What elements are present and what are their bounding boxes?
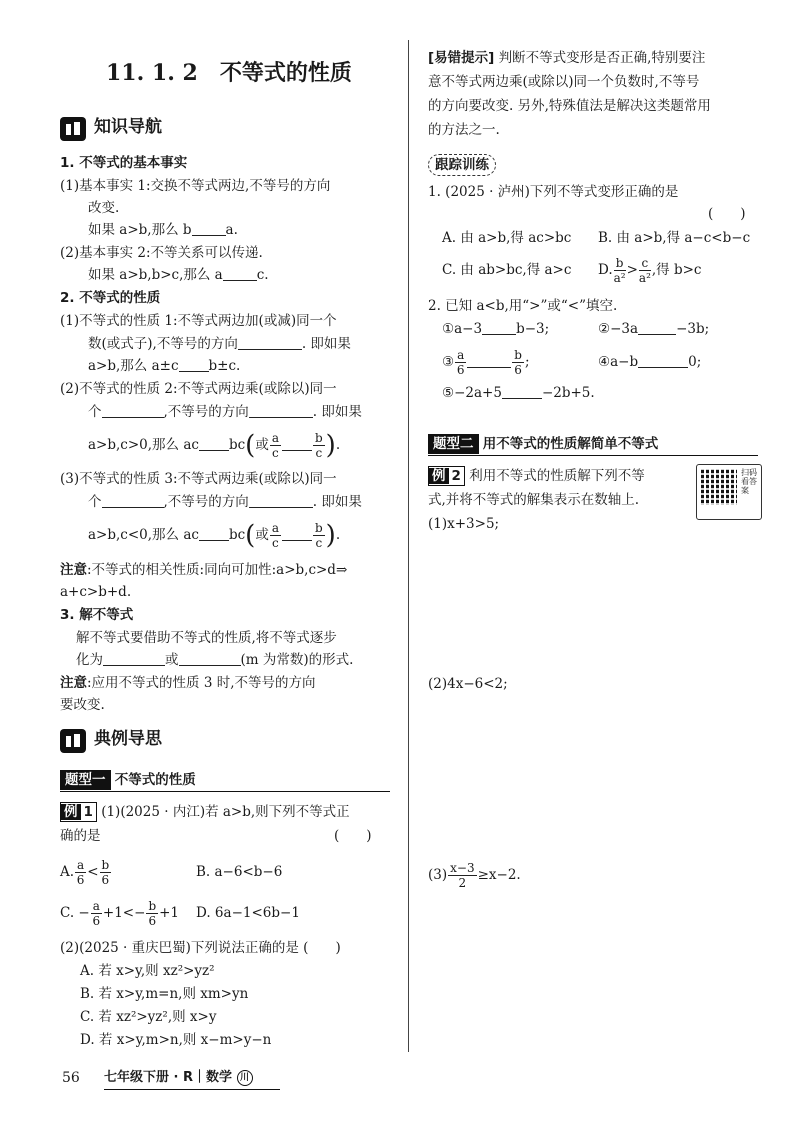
footer-underline: [104, 1089, 280, 1090]
answer-blank[interactable]: [102, 403, 164, 418]
s1-item2c: 如果 a>b,b>c,那么 a c.: [88, 267, 269, 283]
ex1-option-a[interactable]: A. $\frac{a}{6}$ < $\frac{b}{6}$: [60, 858, 110, 887]
page-number: 56: [62, 1070, 80, 1086]
examples-heading: 典例导思: [94, 729, 162, 749]
knowledge-section-header: [60, 114, 162, 141]
ex1-q1-line2: 确的是: [60, 828, 101, 844]
ex1-option-d[interactable]: D. 6a−1<6b−1: [196, 905, 300, 921]
book-icon: [60, 729, 86, 753]
ex1-option-b[interactable]: B. a−6<b−6: [196, 864, 283, 880]
type2-underline: [428, 455, 758, 456]
fraction: $\frac{a}{c}$: [271, 431, 279, 460]
tracking-practice-title: 跟踪训练: [428, 154, 496, 176]
answer-blank[interactable]: [199, 526, 229, 541]
fraction: $\frac{a}{c}$: [271, 521, 279, 550]
s3-line2: 化为 或 (m 为常数)的形式.: [76, 652, 354, 668]
ex2-part3: (3) $\frac{x-3}{2}$ ≥x−2.: [428, 861, 521, 890]
ex2-part1: (1)x+3>5;: [428, 516, 500, 532]
note1-line1: 注意:不等式的相关性质:同向可加性:a>b,c>d⇒: [60, 562, 348, 578]
s1-item1b: 改变.: [88, 200, 120, 216]
answer-blank[interactable]: [282, 526, 312, 541]
fraction: $\frac{b}{c}$: [314, 431, 323, 460]
answer-blank[interactable]: [223, 266, 257, 281]
example-label: 例 1: [60, 802, 97, 822]
t1-option-d[interactable]: D. $\frac{b}{\text{a²}}$ > $\frac{c}{\text{a²}}$ ,得 b>c: [598, 256, 702, 285]
ex1-option-c[interactable]: C. − $\frac{a}{6}$ +1<− $\frac{b}{6}$ +1: [60, 899, 180, 928]
s2-title: 2. 不等式的性质: [60, 290, 161, 306]
ex1-q2-option-d[interactable]: D. 若 x>y,m>n,则 x−m>y−n: [80, 1032, 272, 1048]
ex2-line2: 式,并将不等式的解集表示在数轴上.: [428, 492, 640, 508]
answer-blank[interactable]: [249, 493, 313, 508]
s3-title: 3. 解不等式: [60, 607, 134, 623]
answer-paren[interactable]: ( ): [708, 206, 746, 222]
answer-blank[interactable]: [192, 221, 226, 236]
answer-blank[interactable]: [103, 651, 165, 666]
qr-label: 扫码看答案: [741, 468, 757, 495]
note1-line2: a+c>b+d.: [60, 584, 132, 600]
answer-blank[interactable]: [502, 384, 542, 399]
answer-paren[interactable]: ( ): [334, 828, 372, 844]
s3-line1: 解不等式要借助不等式的性质,将不等式逐步: [76, 630, 337, 646]
answer-blank[interactable]: [282, 436, 312, 451]
s1-item1: (1)基本事实 1:交换不等式两边,不等号的方向: [60, 178, 331, 194]
ex2-line1: 例 2 利用不等式的性质解下列不等: [428, 466, 645, 486]
tip-line2: 意不等式两边乘(或除以)同一个负数时,不等号: [428, 74, 700, 90]
note2-line2: 要改变.: [60, 697, 105, 713]
prop1-line3: a>b,那么 a±c b±c.: [88, 358, 241, 374]
t1-option-b[interactable]: B. 由 a>b,得 a−c<b−c: [598, 230, 751, 246]
t2-item4: ④a−b 0;: [598, 354, 702, 370]
prop3-line1: (3)不等式的性质 3:不等式两边乘(或除以)同一: [60, 471, 337, 487]
t2-item2: ②−3a −3b;: [598, 321, 710, 337]
t2-question: 2. 已知 a<b,用“>”或“<”填空.: [428, 298, 618, 314]
answer-blank[interactable]: [179, 651, 241, 666]
type2-header: [428, 434, 658, 454]
answer-blank[interactable]: [482, 320, 516, 335]
type1-tag: 题型一: [60, 770, 111, 790]
ex1-q2-option-c[interactable]: C. 若 xz²>yz²,则 x>y: [80, 1009, 217, 1025]
type2-tag: 题型二: [428, 434, 479, 454]
ex1-q2-option-a[interactable]: A. 若 x>y,则 xz²>yz²: [80, 963, 215, 979]
answer-blank[interactable]: [638, 320, 676, 335]
examples-section-header: [60, 726, 162, 753]
knowledge-heading: 知识导航: [94, 117, 162, 137]
answer-blank[interactable]: [199, 436, 229, 451]
tip-line1: [易错提示] 判断不等式变形是否正确,特别要注: [428, 50, 706, 66]
s1-item1c: 如果 a>b,那么 b a.: [88, 222, 238, 238]
t1-option-a[interactable]: A. 由 a>b,得 ac>bc: [442, 230, 572, 246]
prop3-line3: a>b,c<0,那么 ac bc(或 $\frac{a}{c}$ $\frac{b}{c}$ ).: [88, 520, 341, 551]
prop3-line2: 个 ,不等号的方向 . 即如果: [88, 494, 362, 510]
ex2-part2: (2)4x−6<2;: [428, 676, 508, 692]
t1-option-c[interactable]: C. 由 ab>bc,得 a>c: [442, 262, 572, 278]
tip-line4: 的方法之一.: [428, 122, 500, 138]
answer-blank[interactable]: [249, 403, 313, 418]
footer-text: 七年级下册 · R｜数学 川: [104, 1068, 253, 1088]
tip-line3: 的方向要改变. 另外,特殊值法是解决这类题常用: [428, 98, 711, 114]
t2-item5: ⑤−2a+5 −2b+5.: [442, 385, 595, 401]
prop2-line3: a>b,c>0,那么 ac bc(或 $\frac{a}{c}$ $\frac{b}{c}$ ).: [88, 430, 341, 461]
type2-title: 用不等式的性质解简单不等式: [482, 436, 659, 452]
t1-question: 1. (2025 · 泸州)下列不等式变形正确的是: [428, 184, 679, 200]
t2-item3: ③ $\frac{a}{6}$ $\frac{b}{6}$ ;: [442, 348, 530, 377]
prop2-line1: (2)不等式的性质 2:不等式两边乘(或除以)同一: [60, 381, 337, 397]
column-divider: [408, 40, 409, 1052]
book-icon: [60, 117, 86, 141]
prop1-line2: 数(或式子),不等号的方向 . 即如果: [88, 336, 351, 352]
example-label: 例 2: [428, 466, 465, 486]
type1-header: [60, 770, 196, 790]
footer-badge: 川: [237, 1070, 253, 1086]
t2-item1: ①a−3 b−3;: [442, 321, 550, 337]
note2-line1: 注意:应用不等式的性质 3 时,不等号的方向: [60, 675, 316, 691]
qr-code[interactable]: [696, 464, 762, 520]
answer-blank[interactable]: [102, 493, 164, 508]
answer-blank[interactable]: [467, 353, 511, 368]
fraction: $\frac{b}{c}$: [314, 521, 323, 550]
answer-blank[interactable]: [179, 357, 209, 372]
prop1-line1: (1)不等式的性质 1:不等式两边加(或减)同一个: [60, 313, 337, 329]
ex1-q1-line1: 例 1 (1)(2025 · 内江)若 a>b,则下列不等式正: [60, 802, 350, 822]
s1-title: 1. 不等式的基本事实: [60, 155, 188, 171]
ex1-q2-option-b[interactable]: B. 若 x>y,m=n,则 xm>yn: [80, 986, 249, 1002]
page-title: 11. 1. 2 不等式的性质: [106, 60, 352, 86]
type1-title: 不等式的性质: [114, 772, 196, 788]
ex1-q2: (2)(2025 · 重庆巴蜀)下列说法正确的是 ( ): [60, 940, 341, 956]
answer-blank[interactable]: [238, 335, 302, 350]
type1-underline: [60, 791, 390, 792]
s1-item2: (2)基本事实 2:不等关系可以传递.: [60, 245, 263, 261]
answer-blank[interactable]: [638, 353, 688, 368]
prop2-line2: 个 ,不等号的方向 . 即如果: [88, 404, 362, 420]
